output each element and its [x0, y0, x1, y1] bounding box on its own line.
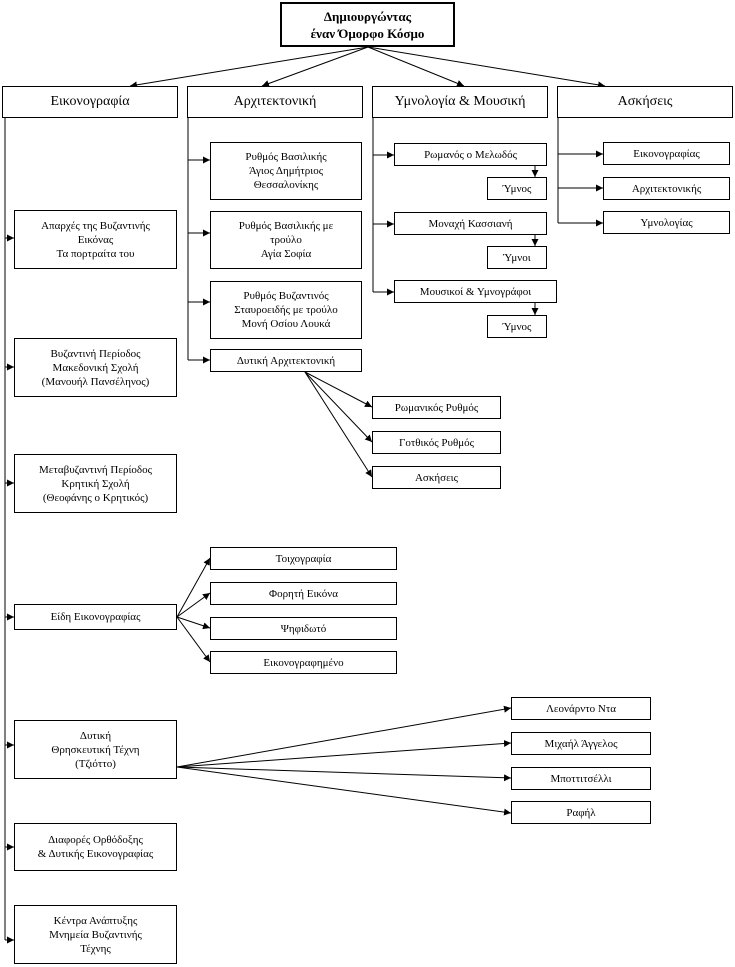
iconography-byzantine-period: Βυζαντινή Περίοδος Μακεδονική Σχολή (Μανουήλ Πανσέληνος) [14, 338, 177, 397]
hymnology-romanos-hymn: Ύμνος [487, 177, 547, 200]
artist-item: Μποττιτσέλλι [511, 767, 651, 790]
architecture-style-item: Γοτθικός Ρυθμός [372, 431, 501, 454]
hymnology-kassiani: Μοναχή Κασσιανή [394, 212, 547, 235]
artist-item: Μιχαήλ Άγγελος [511, 732, 651, 755]
header-architecture: Αρχιτεκτονική [187, 86, 363, 118]
header-iconography: Εικονογραφία [2, 86, 178, 118]
exercise-item: Αρχιτεκτονικής [603, 177, 730, 200]
iconography-postbyzantine-period: Μεταβυζαντινή Περίοδος Κρητική Σχολή (Θεοφάνης ο Κρητικός) [14, 454, 177, 513]
header-hymnology: Υμνολογία & Μουσική [372, 86, 548, 118]
hymnology-romanos: Ρωμανός ο Μελωδός [394, 143, 547, 166]
type-item: Εικονογραφημένο [210, 651, 397, 674]
exercise-item: Υμνολογίας [603, 211, 730, 234]
architecture-style-item: Ρωμανικός Ρυθμός [372, 396, 501, 419]
architecture-western: Δυτική Αρχιτεκτονική [210, 349, 362, 372]
architecture-cross-in-square: Ρυθμός Βυζαντινός Σταυροειδής με τρούλο Μονή Οσίου Λουκά [210, 281, 362, 339]
iconography-centers: Κέντρα Ανάπτυξης Μνημεία Βυζαντινής Τέχνης [14, 905, 177, 964]
hymnology-musicians-hymn: Ύμνος [487, 315, 547, 338]
header-exercises: Ασκήσεις [557, 86, 733, 118]
type-item: Ψηφιδωτό [210, 617, 397, 640]
hymnology-kassiani-hymns: Ύμνοι [487, 246, 547, 269]
artist-item: Ραφήλ [511, 801, 651, 824]
iconography-differences: Διαφορές Ορθόδοξης & Δυτικής Εικονογραφίας [14, 823, 177, 871]
type-item: Τοιχογραφία [210, 547, 397, 570]
type-item: Φορητή Εικόνα [210, 582, 397, 605]
root-title: Δημιουργώντας έναν Όμορφο Κόσμο [280, 2, 455, 47]
iconography-origins: Απαρχές της Βυζαντινής Εικόνας Τα πορτραίτα του [14, 210, 177, 269]
artist-item: Λεονάρντο Ντα [511, 697, 651, 720]
architecture-domed-basilica: Ρυθμός Βασιλικής με τρούλο Αγία Σοφία [210, 211, 362, 269]
architecture-exercises: Ασκήσεις [372, 466, 501, 489]
iconography-types: Είδη Εικονογραφίας [14, 604, 177, 630]
hymnology-musicians: Μουσικοί & Υμνογράφοι [394, 280, 557, 303]
iconography-western-art: Δυτική Θρησκευτική Τέχνη (Τζιόττο) [14, 720, 177, 779]
exercise-item: Εικονογραφίας [603, 142, 730, 165]
architecture-basilica: Ρυθμός Βασιλικής Άγιος Δημήτριος Θεσσαλονίκης [210, 142, 362, 200]
